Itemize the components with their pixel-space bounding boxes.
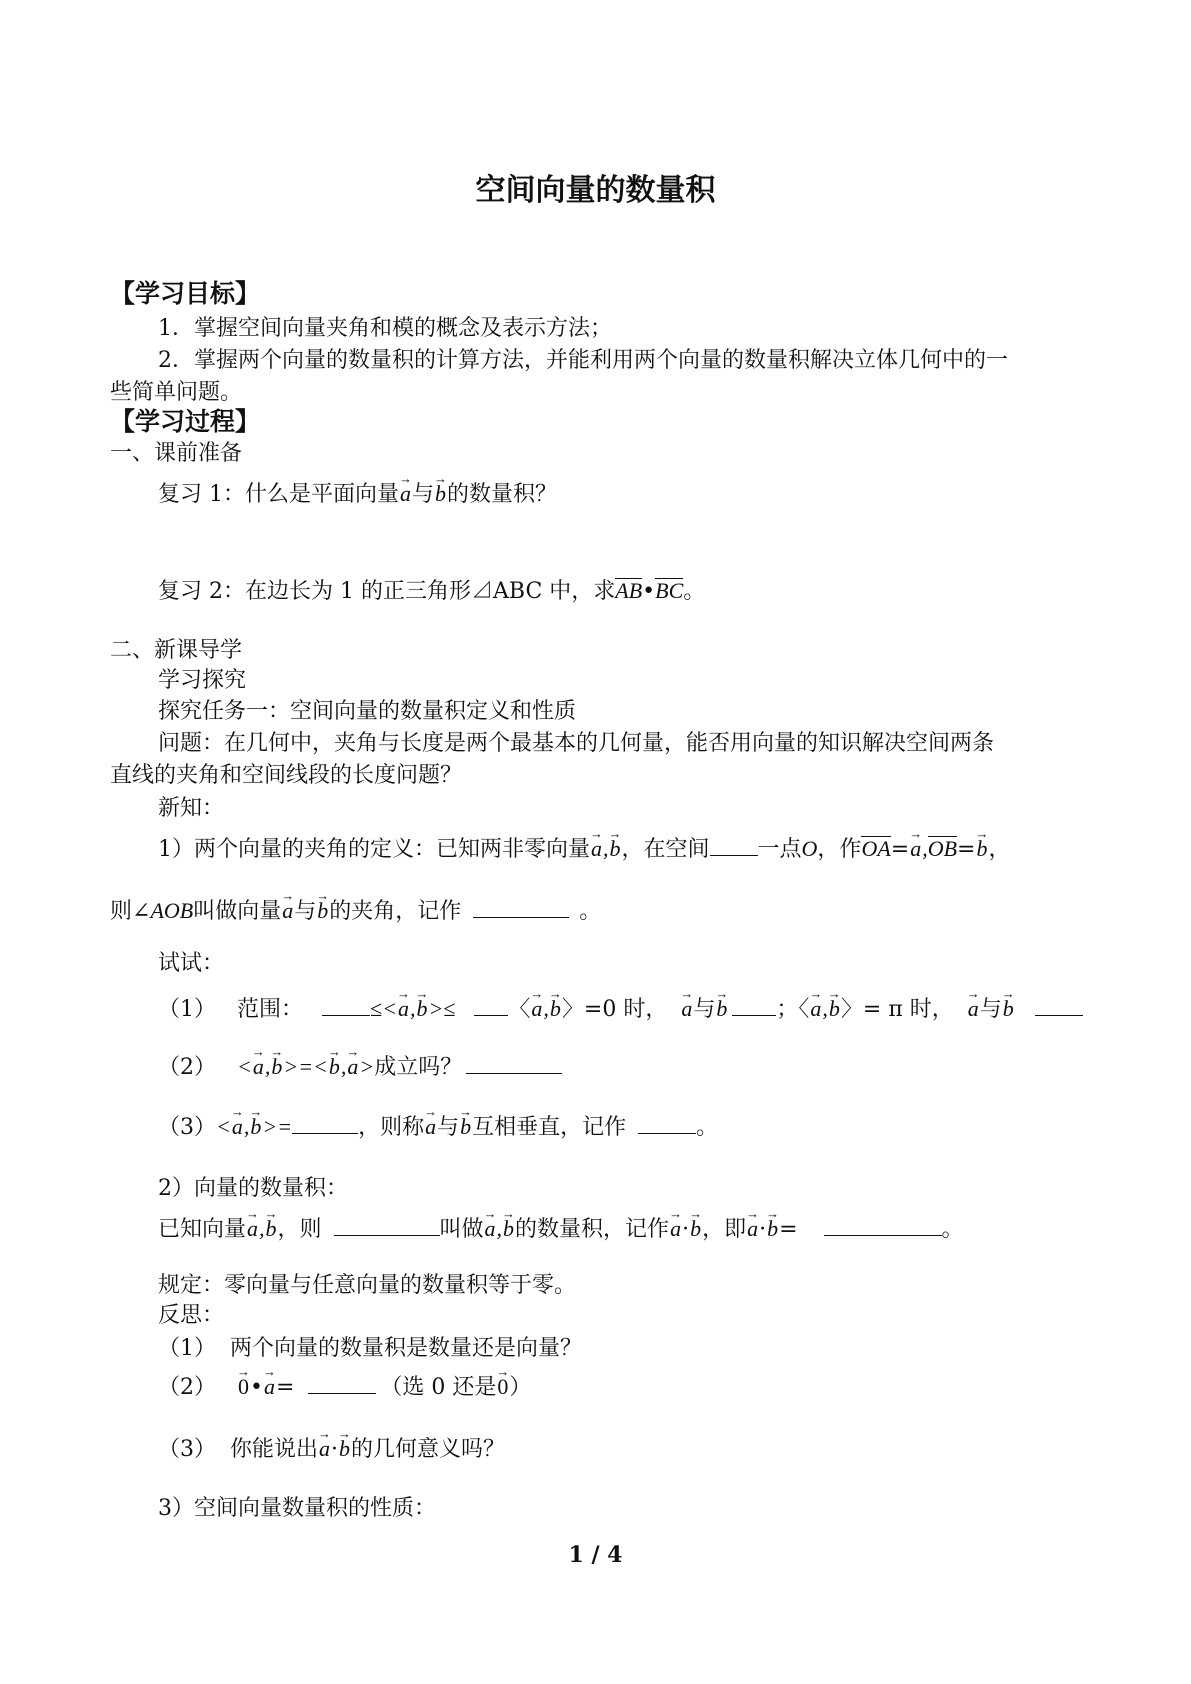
answer-blank[interactable] — [473, 897, 569, 918]
comma: , — [259, 1216, 265, 1241]
vector-b: → b — [766, 1215, 779, 1243]
angle-bracket-left: 〈 — [798, 997, 810, 1022]
def1-text-j: 。 — [579, 899, 602, 924]
t3-text-b: 与 — [437, 1115, 460, 1140]
rule-text: 规定：零向量与任意向量的数量积等于零。 — [158, 1273, 577, 1298]
vector-OB: OB — [927, 836, 958, 861]
vector-a: → a — [281, 897, 294, 925]
def2-text-c: 叫做 — [439, 1217, 484, 1242]
equals: = — [779, 1217, 798, 1242]
vector-a: → a — [669, 1215, 682, 1243]
review-2-text-a: 复习 2：在边长为 1 的正三角形⊿ABC 中，求 — [158, 579, 616, 604]
definition-1-line-2 — [110, 897, 601, 926]
dot-operator: · — [331, 1437, 339, 1462]
vector-b: → b — [502, 1215, 515, 1243]
reflect-label: 反思： — [158, 1303, 225, 1328]
def1-text-d: ，作 — [817, 837, 862, 862]
page-title: 空间向量的数量积 — [475, 173, 716, 208]
answer-blank[interactable] — [474, 995, 508, 1016]
vector-b: → b — [434, 480, 447, 508]
greater-less-equal: >≤ — [428, 996, 456, 1021]
answer-blank[interactable] — [1035, 995, 1083, 1016]
vector-AB: AB — [615, 578, 643, 603]
point-O: O — [801, 836, 818, 861]
comma: , — [922, 836, 928, 861]
question-line-2: 直线的夹角和空间线段的长度问题？ — [110, 763, 463, 788]
item-number: （3） — [158, 1437, 216, 1462]
vector-a: → a — [318, 1435, 331, 1463]
r3-text-b: 的几何意义吗？ — [351, 1437, 506, 1462]
equals: = — [275, 1375, 295, 1400]
dot-operator: • — [642, 579, 656, 604]
comma: , — [603, 836, 609, 861]
r2-text-b: ） — [509, 1375, 532, 1400]
angle-AOB: ∠AOB — [132, 898, 194, 923]
vector-a: → a — [252, 1053, 265, 1081]
reflect-item-1 — [158, 1335, 582, 1363]
vector-a: → a — [246, 1215, 259, 1243]
def1-text-f: 则 — [110, 899, 133, 924]
vector-a: → a — [346, 1053, 359, 1081]
reflect-item-2 — [158, 1373, 531, 1402]
def2-text-d: 的数量积，记作 — [515, 1217, 670, 1242]
equals: = — [957, 837, 976, 862]
answer-blank[interactable] — [824, 1215, 942, 1236]
vector-a: → a — [263, 1373, 276, 1401]
goal-item-1: 1．掌握空间向量夹角和模的概念及表示方法； — [158, 316, 612, 341]
t1-text-f: 与 — [979, 997, 1002, 1022]
vector-b: → b — [609, 835, 622, 863]
answer-blank[interactable] — [466, 1053, 562, 1074]
vector-b: → b — [249, 1113, 262, 1141]
angle-bracket-right: 〉 — [561, 997, 584, 1022]
try-item-1 — [158, 995, 1083, 1024]
vector-b: → b — [270, 1053, 283, 1081]
vector-a: → a — [590, 835, 603, 863]
def2-text-a: 已知向量 — [158, 1217, 247, 1242]
vector-b: → b — [265, 1215, 278, 1243]
def1-text-a: 1）两个向量的夹角的定义：已知两非零向量 — [158, 837, 590, 862]
vector-b: → b — [415, 995, 428, 1023]
def1-text-e: ， — [988, 837, 1011, 862]
dot-operator: · — [759, 1217, 767, 1242]
t1-text-c: 与 — [693, 997, 716, 1022]
comma: , — [340, 1054, 347, 1079]
part2-heading: 二、新课导学 — [110, 638, 243, 663]
review-1 — [158, 480, 557, 509]
vector-b: → b — [828, 995, 841, 1023]
equals: = — [890, 837, 910, 862]
vector-b: → b — [316, 897, 329, 925]
zero-vector: → 0 — [496, 1373, 509, 1401]
goals-heading: 【学习目标】 — [110, 279, 261, 308]
question-line-1: 问题：在几何中，夹角与长度是两个最基本的几何量，能否用向量的知识解决空间两条 — [158, 731, 995, 756]
t3-text-a: ，则称 — [358, 1115, 425, 1140]
dot-operator: · — [682, 1217, 690, 1242]
equals-sign: >= — [262, 1114, 293, 1139]
goal-item-2-line-2: 些简单问题。 — [110, 380, 243, 405]
item-number: （2） — [158, 1375, 216, 1400]
definition-2-heading: 2）向量的数量积： — [158, 1176, 348, 1201]
vector-b: → b — [549, 995, 562, 1023]
less-than: < — [216, 1114, 231, 1139]
page-number: 1 / 4 — [568, 1542, 623, 1568]
vector-b: → b — [715, 995, 728, 1023]
angle-bracket-right: 〉 — [840, 997, 863, 1022]
vector-b: → b — [689, 1215, 702, 1243]
reflect-item-3 — [158, 1435, 505, 1464]
comma: , — [496, 1216, 503, 1241]
t2-text-a: 成立吗？ — [374, 1055, 463, 1080]
item-number: （3） — [158, 1115, 216, 1140]
vector-a: → a — [967, 995, 980, 1023]
item-number: （2） — [158, 1055, 216, 1080]
vector-a: → a — [809, 995, 822, 1023]
review-1-text-c: 的数量积？ — [447, 482, 558, 507]
t1-text-d: ； — [776, 997, 799, 1022]
definition-1-line-1 — [158, 835, 1010, 864]
vector-a: → a — [424, 1113, 437, 1141]
def2-text-e: ，即 — [702, 1217, 747, 1242]
process-heading: 【学习过程】 — [110, 407, 261, 436]
vector-BC: BC — [655, 578, 684, 603]
dot-operator: • — [250, 1375, 263, 1400]
answer-blank[interactable] — [710, 835, 758, 856]
comma: , — [243, 1114, 250, 1139]
item-number: （1） — [158, 997, 216, 1022]
definition-3-heading: 3）空间向量数量积的性质： — [158, 1496, 436, 1521]
t1-text-e: = π 时， — [862, 997, 954, 1022]
vector-b: → b — [459, 1113, 472, 1141]
review-2-text-b: 。 — [683, 579, 706, 604]
def1-text-g: 叫做向量 — [193, 899, 282, 924]
t1-text-b: =0 时， — [583, 997, 668, 1022]
comma: , — [409, 996, 416, 1021]
try-label: 试试： — [158, 951, 225, 976]
try-item-3 — [158, 1113, 718, 1142]
answer-blank[interactable] — [732, 995, 776, 1016]
review-1-text-b: 与 — [412, 482, 435, 507]
less-equal: ≤< — [370, 996, 397, 1021]
vector-a: → a — [530, 995, 543, 1023]
part1-heading: 一、课前准备 — [110, 441, 243, 466]
greater-than: > — [359, 1054, 375, 1079]
vector-b: → b — [338, 1435, 351, 1463]
answer-blank[interactable] — [334, 1215, 440, 1236]
answer-blank[interactable] — [292, 1113, 358, 1134]
comma: , — [543, 996, 549, 1021]
vector-a: → a — [399, 480, 412, 508]
explore-label: 学习探究 — [158, 668, 247, 693]
review-1-text-a: 复习 1：什么是平面向量 — [158, 482, 399, 507]
definition-2 — [158, 1215, 964, 1244]
try-item-2 — [158, 1053, 562, 1082]
r1-text: 两个向量的数量积是数量还是向量？ — [230, 1336, 583, 1361]
comma: , — [822, 996, 828, 1021]
zero-vector: → 0 — [237, 1373, 250, 1401]
vector-b: → b — [1002, 995, 1015, 1023]
def2-text-b: ，则 — [277, 1217, 322, 1242]
answer-blank[interactable] — [308, 1373, 376, 1394]
def2-text-f: 。 — [941, 1217, 964, 1242]
t1-text-a: 范围： — [237, 997, 304, 1022]
def1-text-h: 与 — [294, 899, 317, 924]
goal-item-2-line-1: 2．掌握两个向量的数量积的计算方法，并能利用两个向量的数量积解决立体几何中的一 — [158, 348, 1008, 373]
vector-a: → a — [397, 995, 410, 1023]
vector-b: → b — [328, 1053, 341, 1081]
t3-text-d: 。 — [696, 1115, 719, 1140]
less-than: < — [237, 1054, 252, 1079]
vector-a: → a — [231, 1113, 244, 1141]
vector-a: → a — [746, 1215, 759, 1243]
answer-blank[interactable] — [638, 1113, 696, 1134]
def1-text-b: ，在空间 — [621, 837, 710, 862]
r2-text-a: （选 0 还是 — [380, 1375, 497, 1400]
def1-text-i: 的夹角，记作 — [329, 899, 462, 924]
vector-b: → b — [975, 835, 988, 863]
item-number: （1） — [158, 1336, 216, 1361]
vector-a: → a — [680, 995, 693, 1023]
r3-text-a: 你能说出 — [230, 1437, 319, 1462]
vector-OA: OA — [861, 836, 891, 861]
def1-text-c: 一点 — [757, 837, 802, 862]
vector-a: → a — [909, 835, 922, 863]
review-2 — [158, 578, 705, 606]
vector-a: → a — [484, 1215, 497, 1243]
comma: , — [264, 1054, 271, 1079]
angle-bracket-left: 〈 — [508, 997, 531, 1022]
answer-blank[interactable] — [322, 995, 370, 1016]
task-1: 探究任务一：空间向量的数量积定义和性质 — [158, 699, 577, 724]
equals-sign: >=< — [283, 1054, 328, 1079]
new-knowledge-label: 新知： — [158, 796, 225, 821]
t3-text-c: 互相垂直，记作 — [472, 1115, 627, 1140]
